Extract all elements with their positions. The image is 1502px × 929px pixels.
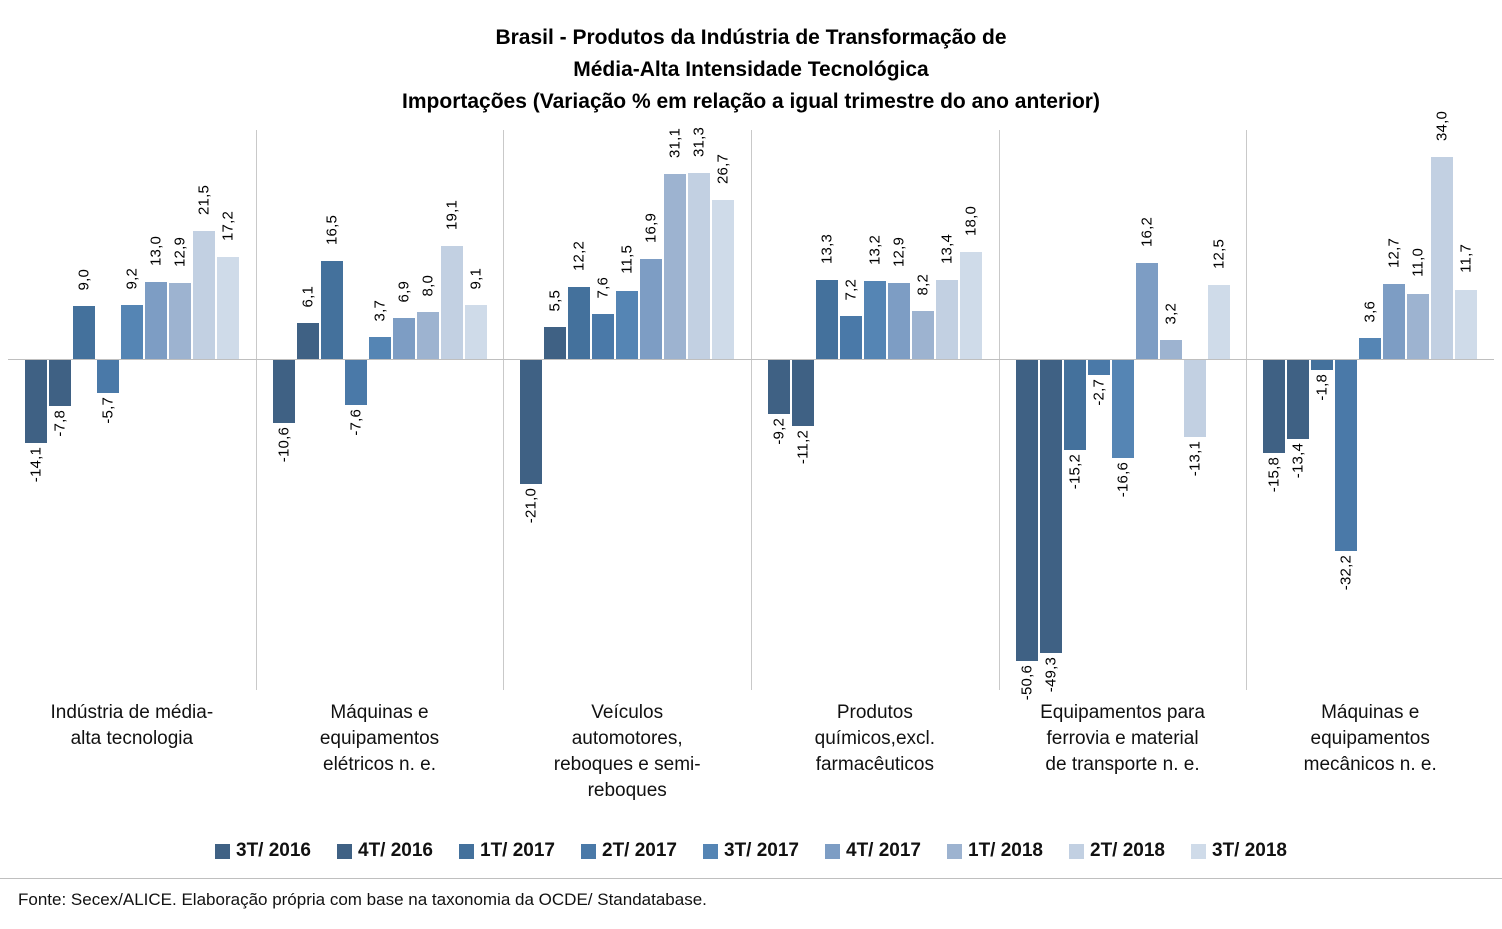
bar[interactable] — [465, 305, 487, 359]
bar-slot — [369, 130, 391, 690]
bar[interactable] — [520, 359, 542, 484]
bar[interactable] — [417, 312, 439, 360]
legend-label: 3T/ 2016 — [236, 840, 311, 861]
bar[interactable] — [121, 305, 143, 360]
bar[interactable] — [369, 337, 391, 359]
bar-slot — [664, 130, 686, 690]
bar[interactable] — [169, 283, 191, 360]
category-label-line: químicos,excl. — [814, 728, 936, 749]
bar-value-label: -15,8 — [1265, 457, 1283, 493]
bar[interactable] — [345, 359, 367, 404]
category-label-line: Produtos — [836, 702, 913, 723]
bar-value-label: 12,7 — [1385, 237, 1403, 268]
legend-swatch-icon — [215, 844, 230, 859]
bar-slot — [616, 130, 638, 690]
bar-slot — [1455, 130, 1477, 690]
bar-value-label: 31,3 — [690, 126, 708, 157]
bar-value-label: 26,7 — [714, 154, 732, 185]
category-label-line: equipamentos — [319, 728, 440, 749]
bar-slot — [888, 130, 910, 690]
bar-slot — [393, 130, 415, 690]
legend-item[interactable] — [1069, 840, 1165, 862]
bar-value-label: 13,3 — [818, 234, 836, 265]
bar-slot — [936, 130, 958, 690]
category-label — [999, 700, 1247, 820]
bar[interactable] — [1136, 263, 1158, 360]
bar[interactable] — [1431, 157, 1453, 360]
bar[interactable] — [768, 359, 790, 414]
bar-cluster — [8, 130, 256, 690]
legend-item[interactable] — [581, 840, 677, 862]
bar-value-label: 9,2 — [123, 267, 141, 289]
bar[interactable] — [1184, 359, 1206, 437]
bar-value-label: 7,6 — [594, 277, 612, 299]
title-line-1: Brasil - Produtos da Indústria de Transformação de — [495, 26, 1007, 49]
bar-slot — [73, 130, 95, 690]
legend-label: 4T/ 2017 — [846, 840, 921, 861]
category-axis-labels — [8, 700, 1494, 820]
bar-value-label: -32,2 — [1337, 555, 1355, 591]
bar-value-label: 12,9 — [890, 236, 908, 267]
bar-slot — [1160, 130, 1182, 690]
bar-slot — [864, 130, 886, 690]
chart-group — [999, 130, 1247, 700]
title-line-3: Importações (Variação % em relação a igual trimestre do ano anterior) — [402, 90, 1100, 113]
bar-value-label: 12,5 — [1210, 238, 1228, 269]
bar[interactable] — [792, 359, 814, 426]
bar-value-label: 8,0 — [419, 274, 436, 297]
bar-slot — [417, 130, 439, 690]
legend-label: 1T/ 2017 — [480, 840, 555, 861]
bar-value-label: -21,0 — [522, 488, 540, 524]
title-line-2: Média-Alta Intensidade Tecnológica — [573, 58, 929, 81]
page-title — [0, 22, 1502, 118]
category-label — [256, 700, 504, 820]
bar-slot — [321, 130, 343, 690]
bar[interactable] — [640, 259, 662, 360]
legend-item[interactable] — [459, 840, 555, 862]
legend-swatch-icon — [581, 844, 596, 859]
bar[interactable] — [1160, 340, 1182, 359]
bar-slot — [97, 130, 119, 690]
bar-slot — [1287, 130, 1309, 690]
category-label — [8, 700, 256, 820]
bar[interactable] — [592, 314, 614, 359]
bar[interactable] — [145, 282, 167, 359]
legend-swatch-icon — [1191, 844, 1206, 859]
bar-slot — [121, 130, 143, 690]
bar-value-label: 34,0 — [1433, 110, 1451, 141]
bar[interactable] — [193, 231, 215, 359]
bar-slot — [1064, 130, 1086, 690]
bar-slot — [465, 130, 487, 690]
legend-swatch-icon — [703, 844, 718, 859]
bar-value-label: 21,5 — [195, 185, 213, 216]
bar[interactable] — [49, 359, 71, 405]
legend-item[interactable] — [1191, 840, 1287, 862]
bar-slot — [1263, 130, 1285, 690]
category-label-line: Equipamentos para — [1040, 702, 1205, 723]
bar-slot — [768, 130, 790, 690]
category-label — [751, 700, 999, 820]
bar-slot — [640, 130, 662, 690]
legend-swatch-icon — [459, 844, 474, 859]
bar-value-label: 12,2 — [570, 240, 588, 271]
bar-slot — [792, 130, 814, 690]
bar-slot — [960, 130, 982, 690]
bar-slot — [49, 130, 71, 690]
bar-value-label: 6,9 — [395, 281, 412, 303]
legend-swatch-icon — [1069, 844, 1084, 859]
bar-slot — [1112, 130, 1134, 690]
bar-slot — [1335, 130, 1357, 690]
bar[interactable] — [936, 280, 958, 360]
bar[interactable] — [393, 318, 415, 359]
bar[interactable] — [888, 283, 910, 360]
category-label-line: alta tecnologia — [70, 728, 194, 749]
bar-value-label: -7,8 — [51, 409, 69, 437]
bar-value-label: -13,4 — [1289, 443, 1307, 479]
bar-value-label: 5,5 — [546, 289, 564, 312]
bar-slot — [273, 130, 295, 690]
legend-item[interactable] — [825, 840, 921, 862]
bar-value-label: 16,9 — [642, 212, 660, 243]
bar-value-label: 13,4 — [938, 233, 956, 264]
bar-slot — [1040, 130, 1062, 693]
zero-axis-line — [8, 359, 1494, 360]
bar-value-label: -50,6 — [1018, 664, 1036, 700]
bar-slot — [568, 130, 590, 690]
bar-slot — [1016, 130, 1038, 700]
legend-item[interactable] — [215, 840, 311, 862]
bar-cluster — [256, 130, 504, 690]
category-label-line: ferrovia e material — [1046, 728, 1199, 749]
bar-slot — [816, 130, 838, 690]
bar[interactable] — [912, 311, 934, 360]
bar-value-label: -5,7 — [99, 397, 117, 424]
category-label-line: farmacêuticos — [815, 754, 934, 775]
bar-value-label: 13,0 — [147, 235, 165, 266]
bar[interactable] — [73, 306, 95, 360]
bar[interactable] — [688, 173, 710, 359]
bar-value-label: 19,1 — [443, 199, 460, 230]
bar-slot — [544, 130, 566, 690]
legend-item[interactable] — [947, 840, 1043, 862]
bar[interactable] — [1064, 359, 1086, 450]
bar-slot — [297, 130, 319, 690]
bar-slot — [1311, 130, 1333, 690]
bar-cluster — [1246, 110, 1494, 690]
bar-slot — [912, 130, 934, 690]
bar[interactable] — [1016, 359, 1038, 660]
bar[interactable] — [321, 261, 343, 359]
legend-label: 3T/ 2018 — [1212, 840, 1287, 861]
bar[interactable] — [1311, 359, 1333, 370]
bar[interactable] — [1263, 359, 1285, 453]
category-label — [503, 700, 751, 820]
bar-value-label: -16,6 — [1114, 462, 1132, 498]
bar-value-label: -11,2 — [794, 430, 812, 465]
footer-divider — [0, 878, 1502, 879]
bar[interactable] — [544, 327, 566, 360]
category-label-line: reboques e semi- — [553, 754, 701, 775]
bar-value-label: 16,2 — [1138, 216, 1156, 247]
legend-label: 4T/ 2016 — [358, 840, 433, 861]
bar-slot — [1431, 110, 1453, 690]
legend-label: 1T/ 2018 — [968, 840, 1043, 861]
bar-value-label: -15,2 — [1066, 453, 1084, 490]
bar-value-label: 12,9 — [171, 236, 189, 267]
bar[interactable] — [441, 246, 463, 360]
bar-value-label: 11,0 — [1409, 247, 1427, 277]
bar-slot — [217, 130, 239, 690]
bar-slot — [169, 130, 191, 690]
bar-slot — [592, 130, 614, 690]
bar-value-label: 9,0 — [75, 268, 93, 291]
bar[interactable] — [25, 359, 47, 443]
legend-label: 3T/ 2017 — [724, 840, 799, 861]
bar-value-label: -9,2 — [770, 418, 788, 445]
bar[interactable] — [1287, 359, 1309, 439]
bar-slot — [345, 130, 367, 690]
bar-value-label: 9,1 — [467, 268, 484, 290]
category-label-line: automotores, — [571, 728, 683, 749]
legend-label: 2T/ 2017 — [602, 840, 677, 861]
bar-value-label: -1,8 — [1313, 374, 1331, 401]
bar-value-label: 3,7 — [371, 300, 388, 322]
chart-group — [1246, 110, 1494, 690]
bar-value-label: -49,3 — [1042, 657, 1060, 693]
bar-value-label: 11,5 — [618, 244, 636, 274]
chart-group — [503, 126, 751, 690]
bar-slot — [520, 130, 542, 690]
bar[interactable] — [664, 174, 686, 359]
chart-group — [256, 130, 504, 690]
bar[interactable] — [616, 291, 638, 360]
chart-legend — [0, 840, 1502, 862]
bar-value-label: 31,1 — [666, 128, 684, 159]
bar-value-label: 3,6 — [1361, 300, 1379, 323]
category-label-line: de transporte n. e. — [1045, 754, 1200, 775]
bar[interactable] — [217, 257, 239, 359]
legend-item[interactable] — [703, 840, 799, 862]
bar[interactable] — [1208, 285, 1230, 359]
chart-group — [8, 130, 256, 690]
bar[interactable] — [1088, 359, 1110, 375]
category-label-line: reboques — [587, 780, 667, 801]
bar-slot — [145, 130, 167, 690]
bar[interactable] — [1040, 359, 1062, 653]
bar-slot — [1184, 130, 1206, 690]
bar-slot — [1088, 130, 1110, 690]
category-label-line: Máquinas e — [1321, 702, 1420, 723]
bar-value-label: 8,2 — [914, 273, 932, 295]
bar[interactable] — [1335, 359, 1357, 551]
bar-value-label: 18,0 — [962, 206, 980, 237]
bar[interactable] — [1359, 338, 1381, 359]
bar[interactable] — [1383, 284, 1405, 360]
bar-cluster — [503, 126, 751, 690]
bar[interactable] — [960, 252, 982, 359]
bar-value-label: -10,6 — [275, 426, 292, 462]
bar-value-label: 3,2 — [1162, 303, 1180, 325]
category-label-line: equipamentos — [1310, 728, 1430, 749]
bar-slot — [1383, 130, 1405, 690]
chart-group — [751, 130, 999, 690]
category-label-line: mecânicos n. e. — [1303, 754, 1437, 775]
bar-value-label: 6,1 — [299, 286, 316, 308]
bar-cluster — [751, 130, 999, 690]
bar-value-label: 13,2 — [866, 234, 884, 265]
bar-slot — [1359, 130, 1381, 690]
bar-slot — [1208, 130, 1230, 690]
bar-value-label: 16,5 — [323, 215, 340, 246]
bar-slot — [1407, 130, 1429, 690]
bar-value-label: -14,1 — [27, 447, 45, 483]
bar[interactable] — [1455, 290, 1477, 360]
bar[interactable] — [1112, 359, 1134, 458]
bar-slot — [25, 130, 47, 690]
category-label-line: Máquinas e — [330, 702, 429, 723]
category-label — [1246, 700, 1494, 820]
bar-value-label: -2,7 — [1090, 379, 1108, 407]
bar-slot — [712, 130, 734, 690]
legend-label: 2T/ 2018 — [1090, 840, 1165, 861]
chart-plot-area — [8, 110, 1494, 700]
bar[interactable] — [568, 287, 590, 360]
bar[interactable] — [712, 200, 734, 359]
category-label-line: Veículos — [591, 702, 664, 723]
bar-cluster — [999, 130, 1247, 700]
bar[interactable] — [816, 280, 838, 359]
legend-swatch-icon — [825, 844, 840, 859]
bar-value-label: 7,2 — [842, 279, 860, 301]
bar-slot — [193, 130, 215, 690]
legend-item[interactable] — [337, 840, 433, 862]
bar-slot — [1136, 130, 1158, 690]
bar[interactable] — [297, 323, 319, 359]
bar[interactable] — [840, 316, 862, 359]
category-label-line: elétricos n. e. — [323, 754, 436, 775]
bar-slot — [441, 130, 463, 690]
bar[interactable] — [864, 281, 886, 360]
bar[interactable] — [97, 359, 119, 393]
legend-swatch-icon — [337, 844, 352, 859]
bar-slot — [840, 130, 862, 690]
bar-value-label: -13,1 — [1186, 441, 1204, 477]
bar[interactable] — [273, 359, 295, 422]
legend-swatch-icon — [947, 844, 962, 859]
bar-value-label: -7,6 — [347, 408, 364, 436]
bar[interactable] — [1407, 294, 1429, 360]
bar-value-label: 17,2 — [219, 210, 237, 241]
category-label-line: Indústria de média- — [50, 702, 214, 723]
bar-value-label: 11,7 — [1457, 243, 1475, 273]
bar-slot — [688, 126, 710, 690]
source-note: Fonte: Secex/ALICE. Elaboração própria com base na taxonomia da OCDE/ Standatabase. — [18, 890, 707, 909]
